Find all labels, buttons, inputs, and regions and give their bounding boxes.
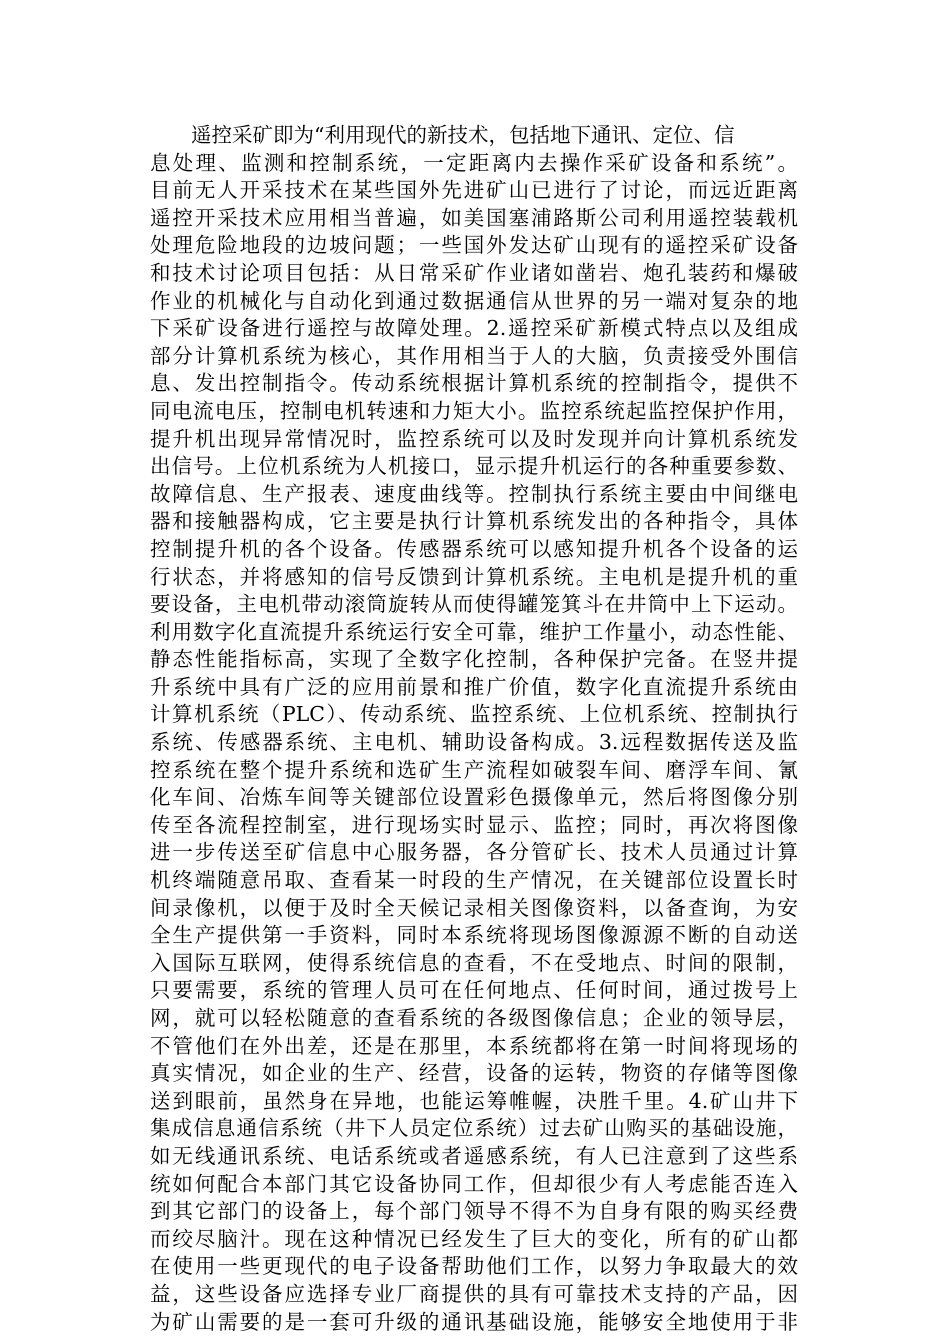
text-line: 器和接触器构成，它主要是执行计算机系统发出的各种指令，具体 xyxy=(150,509,798,534)
text-line: 不管他们在外出差，还是在那里，本系统都将在第一时间将现场的 xyxy=(150,1033,798,1058)
text-line: 提升机出现异常情况时，监控系统可以及时发现并向计算机系统发 xyxy=(150,426,798,451)
text-line: 为矿山需要的是一套可升级的通讯基础设施，能够安全地使用于非 xyxy=(150,1309,798,1334)
text-line: 部分计算机系统为核心，其作用相当于人的大脑，负责接受外围信 xyxy=(150,343,798,368)
text-line: 计算机系统（PLC）、传动系统、监控系统、上位机系统、控制执行 xyxy=(150,702,798,727)
text-line: 真实情况，如企业的生产、经营，设备的运转，物资的存储等图像 xyxy=(150,1061,798,1086)
text-line: 间录像机，以便于及时全天候记录相关图像资料，以备查询，为安 xyxy=(150,895,798,920)
text-line: 在使用一些更现代的电子设备帮助他们工作，以努力争取最大的效 xyxy=(150,1254,798,1279)
text-line: 行状态，并将感知的信号反馈到计算机系统。主电机是提升机的重 xyxy=(150,564,798,589)
text-line: 遥控开采技术应用相当普遍，如美国塞浦路斯公司利用遥控装载机 xyxy=(150,205,798,230)
text-line: 利用数字化直流提升系统运行安全可靠，维护工作量小，动态性能、 xyxy=(150,619,798,644)
text-line: 处理危险地段的边坡问题；一些国外发达矿山现有的遥控采矿设备 xyxy=(150,233,798,258)
text-line: 出信号。上位机系统为人机接口，显示提升机运行的各种重要参数、 xyxy=(150,454,798,479)
text-line: 集成信息通信系统（井下人员定位系统）过去矿山购买的基础设施， xyxy=(150,1116,798,1141)
text-line: 传至各流程控制室，进行现场实时显示、监控；同时，再次将图像 xyxy=(150,812,798,837)
text-line: 控系统在整个提升系统和选矿生产流程如破裂车间、磨浮车间、氰 xyxy=(150,757,798,782)
text-line: 要设备，主电机带动滚筒旋转从而使得罐笼箕斗在井筒中上下运动。 xyxy=(150,592,798,617)
text-line: 故障信息、生产报表、速度曲线等。控制执行系统主要由中间继电 xyxy=(150,481,798,506)
text-line: 全生产提供第一手资料，同时本系统将现场图像源源不断的自动送 xyxy=(150,923,798,948)
text-line: 作业的机械化与自动化到通过数据通信从世界的另一端对复杂的地 xyxy=(150,288,798,313)
text-line: 遥控采矿即为“利用现代的新技术，包括地下通讯、定位、信 xyxy=(150,123,735,147)
text-line: 而绞尽脑汁。现在这种情况已经发生了巨大的变化，所有的矿山都 xyxy=(150,1226,798,1251)
text-line: 控制提升机的各个设备。传感器系统可以感知提升机各个设备的运 xyxy=(150,536,798,561)
text-line: 机终端随意吊取、查看某一时段的生产情况，在关键部位设置长时 xyxy=(150,868,798,893)
text-line: 网，就可以轻松随意的查看系统的各级图像信息；企业的领导层， xyxy=(150,1006,798,1030)
text-line: 统如何配合本部门其它设备协同工作，但却很少有人考虑能否连入 xyxy=(150,1171,798,1196)
text-line: 益，这些设备应选择专业厂商提供的具有可靠技术支持的产品，因 xyxy=(150,1281,798,1306)
body-text xyxy=(150,122,798,1336)
text-line: 目前无人开采技术在某些国外先进矿山已进行了讨论，而远近距离 xyxy=(150,178,798,203)
text-line: 到其它部门的设备上，每个部门领导不得不为自身有限的购买经费 xyxy=(150,1199,798,1224)
text-line: 升系统中具有广泛的应用前景和推广价值，数字化直流提升系统由 xyxy=(150,674,798,699)
text-line: 只要需要，系统的管理人员可在任何地点、任何时间，通过拨号上 xyxy=(150,978,798,1003)
text-line: 息处理、监测和控制系统，一定距离内去操作采矿设备和系统”。 xyxy=(150,150,798,175)
text-line: 送到眼前，虽然身在异地，也能运筹帷幄，决胜千里。4.矿山井下 xyxy=(150,1088,798,1113)
text-line: 静态性能指标高，实现了全数字化控制，各种保护完备。在竖井提 xyxy=(150,647,798,672)
text-line: 入国际互联网，使得系统信息的查看，不在受地点、时间的限制， xyxy=(150,950,798,975)
text-line: 进一步传送至矿信息中心服务器，各分管矿长、技术人员通过计算 xyxy=(150,840,798,865)
text-line: 息、发出控制指令。传动系统根据计算机系统的控制指令，提供不 xyxy=(150,371,798,396)
text-line: 下采矿设备进行遥控与故障处理。2.遥控采矿新模式特点以及组成 xyxy=(150,316,798,341)
text-line: 和技术讨论项目包括：从日常采矿作业诸如凿岩、炮孔装药和爆破 xyxy=(150,260,798,285)
text-line: 化车间、冶炼车间等关键部位设置彩色摄像单元，然后将图像分别 xyxy=(150,785,798,810)
text-line: 同电流电压，控制电机转速和力矩大小。监控系统起监控保护作用， xyxy=(150,398,798,423)
text-line: 如无线通讯系统、电话系统或者遥感系统，有人已注意到了这些系 xyxy=(150,1143,798,1168)
text-line: 系统、传感器系统、主电机、辅助设备构成。3.远程数据传送及监 xyxy=(150,730,798,755)
